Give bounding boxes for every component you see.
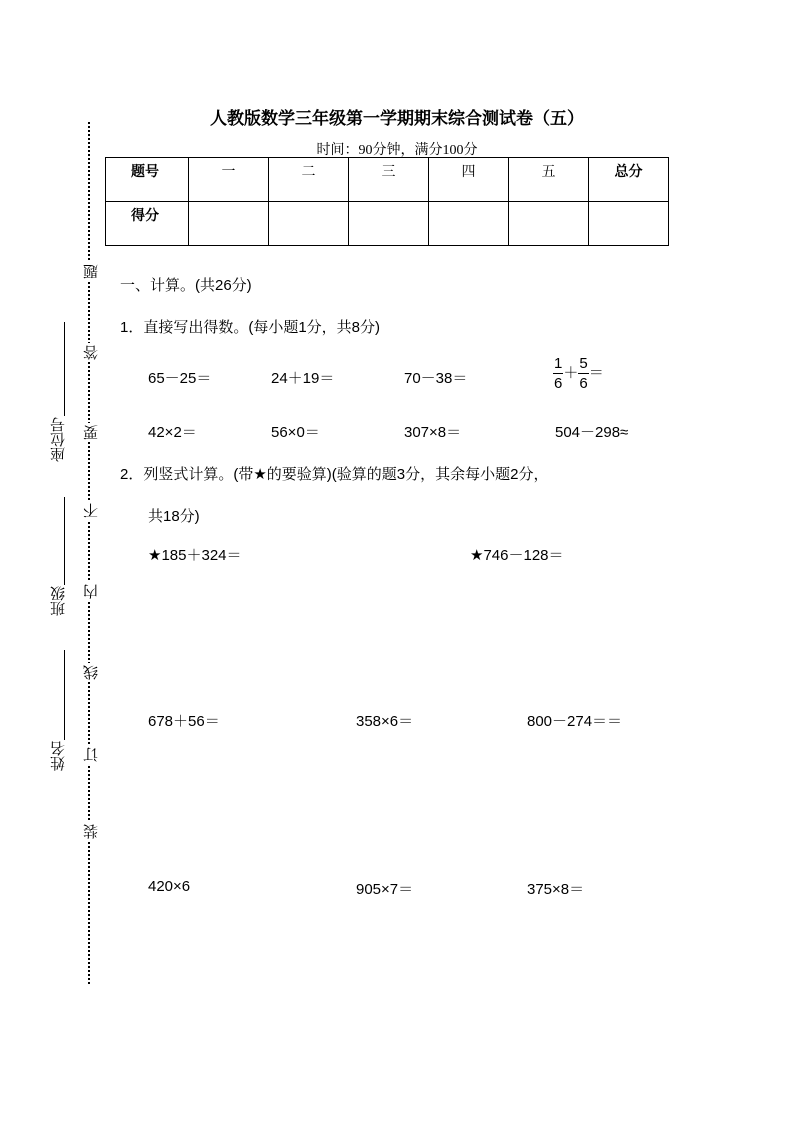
score-cell-1[interactable]	[189, 202, 269, 246]
binding-word-yao: 要	[83, 425, 100, 440]
header-cell-1: 一	[189, 158, 269, 202]
q1-item-6: 56×0＝	[271, 424, 320, 441]
seat-number-label: 座位号	[50, 417, 67, 462]
header-cell-number: 题号	[106, 158, 189, 202]
q1-item-5: 42×2＝	[148, 424, 197, 441]
binding-word-xian: 线	[83, 665, 100, 680]
score-table	[105, 157, 669, 246]
score-table-score-row	[106, 202, 669, 246]
seat-number-line[interactable]	[64, 322, 65, 416]
q2-item-4: 358×6＝	[356, 713, 414, 730]
q2-label-line1: 2．列竖式计算。(带★的要验算)(验算的题3分，其余每小题2分，	[120, 466, 549, 483]
class-line[interactable]	[64, 497, 65, 585]
q2-item-5: 800－274＝＝	[527, 713, 623, 730]
q2-item-8: 375×8＝	[527, 881, 585, 898]
frac-plus: ＋	[563, 364, 579, 382]
frac2-numerator: 5	[579, 355, 588, 372]
binding-word-nei: 内	[83, 584, 100, 599]
header-cell-5: 五	[509, 158, 589, 202]
score-row-label: 得分	[106, 202, 189, 246]
score-cell-5[interactable]	[509, 202, 589, 246]
q2-item-1: ★185＋324＝	[148, 547, 242, 564]
score-cell-total[interactable]	[589, 202, 669, 246]
frac1-numerator: 1	[554, 355, 563, 372]
frac-equals: ＝	[588, 364, 604, 382]
class-label: 班级	[50, 586, 67, 616]
q1-item-4-fraction	[553, 354, 604, 393]
page-subtitle: 时间：90分钟，满分100分	[316, 143, 478, 158]
score-cell-4[interactable]	[429, 202, 509, 246]
q2-item-7: 905×7＝	[356, 881, 414, 898]
binding-word-zhuang: 装	[83, 824, 100, 839]
page-title: 人教版数学三年级第一学期期末综合测试卷（五）	[210, 109, 584, 128]
q1-item-3: 70－38＝	[404, 370, 468, 387]
q1-item-8: 504－298≈	[555, 424, 629, 441]
frac2-denominator: 6	[579, 375, 588, 392]
section1-heading: 一、计算。(共26分)	[120, 277, 252, 294]
binding-word-bu: 不	[83, 503, 100, 518]
q1-item-2: 24＋19＝	[271, 370, 335, 387]
binding-word-ti: 题	[83, 264, 100, 279]
q1-item-1: 65－25＝	[148, 370, 212, 387]
q2-item-6: 420×6	[148, 878, 191, 895]
frac1-denominator: 6	[554, 375, 563, 392]
q1-label: 1．直接写出得数。(每小题1分，共8分)	[120, 319, 381, 336]
header-cell-3: 三	[349, 158, 429, 202]
binding-word-ding: 订	[83, 747, 100, 762]
header-cell-total: 总分	[589, 158, 669, 202]
name-label: 姓名	[50, 741, 67, 771]
binding-word-da: 答	[83, 345, 100, 360]
score-cell-3[interactable]	[349, 202, 429, 246]
q1-item-7: 307×8＝	[404, 424, 462, 441]
score-cell-2[interactable]	[269, 202, 349, 246]
q2-item-3: 678＋56＝	[148, 713, 220, 730]
header-cell-4: 四	[429, 158, 509, 202]
score-table-header-row	[106, 158, 669, 202]
name-line[interactable]	[64, 650, 65, 740]
header-cell-2: 二	[269, 158, 349, 202]
q2-item-2: ★746－128＝	[470, 547, 564, 564]
binding-dotted-line	[88, 122, 90, 984]
q2-label-line2: 共18分)	[148, 508, 200, 525]
